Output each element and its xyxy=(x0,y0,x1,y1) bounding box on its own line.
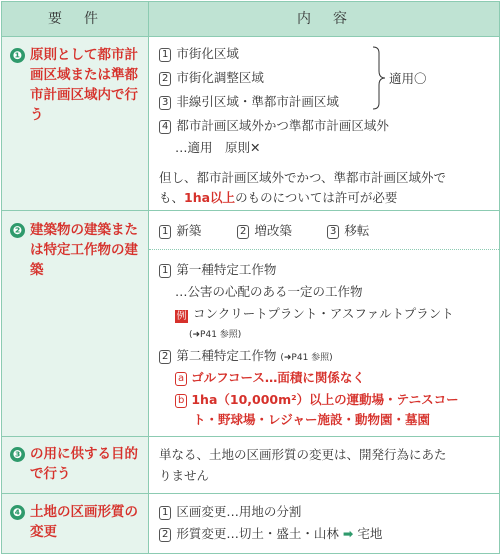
req-text-1: 原則として都市計画区域または準都市計画区域内で行う xyxy=(30,47,138,123)
brace-label: 適用〇 xyxy=(389,71,427,86)
note-line-1: 但し、都市計画区域外でかつ、準都市計画区域外で xyxy=(159,170,447,185)
zone-item-2: 2 市街化調整区域 xyxy=(159,69,264,87)
row-number-3: ❸ xyxy=(10,447,25,462)
zone-item-4: 4 都市計画区域外かつ準都市計画区域外 xyxy=(159,117,389,135)
row3-line-2: りません xyxy=(159,468,210,483)
type1-desc: …公害の心配のある一定の工作物 xyxy=(175,284,363,299)
row-number-2: ❷ xyxy=(10,223,25,238)
header-content: 内 容 xyxy=(297,11,351,27)
change-item-1: 1 区画変更…用地の分割 xyxy=(159,503,301,521)
row-number-1: ❶ xyxy=(10,48,25,63)
zone-item-3: 3 非線引区域・準都市計画区域 xyxy=(159,93,339,111)
act-item-3: 3 移転 xyxy=(327,222,369,240)
content-row-2a xyxy=(149,211,499,250)
req-cell-1 xyxy=(2,37,148,211)
content-row-3 xyxy=(149,437,499,494)
zone-item-4-note: …適用 原則✕ xyxy=(175,140,261,155)
req-cell-3 xyxy=(2,437,148,494)
req-text-2: 建築物の建築または特定工作物の建築 xyxy=(30,222,138,278)
row3-line-1: 単なる、土地の区画形質の変更は、開発行為にあた xyxy=(159,447,447,462)
type2-b: b 1ha（10,000m²）以上の運動場・テニスコー xyxy=(175,391,459,409)
example-icon: 例 xyxy=(176,311,187,322)
type1-example: 例 コンクリートプラント・アスファルトプラント xyxy=(176,306,454,322)
type2-b-cont: ト・野球場・レジャー施設・動物園・墓園 xyxy=(193,412,430,427)
requirements-table xyxy=(1,1,500,554)
type2-a: a ゴルフコース…面積に関係なく xyxy=(175,369,365,387)
req-text-4: 土地の区画形質の変更 xyxy=(30,504,138,540)
type1-title: 1 第一種特定工作物 xyxy=(159,261,276,279)
header-requirement: 要 件 xyxy=(48,11,102,27)
brace-icon xyxy=(371,45,387,111)
note-line-2: も、1ha以上のものについては許可が必要 xyxy=(159,190,398,205)
type1-ref: (➜P41 参照) xyxy=(189,330,242,340)
type2-title: 2 第二種特定工作物 (➜P41 参照) xyxy=(159,347,333,367)
req-cell-4 xyxy=(2,494,148,553)
req-text-3: の用に供する目的で行う xyxy=(30,446,138,482)
req-cell-2 xyxy=(2,211,148,437)
act-item-1: 1 新築 xyxy=(159,222,201,240)
zone-item-1: 1 市街化区域 xyxy=(159,45,239,63)
row-number-4: ❹ xyxy=(10,505,25,520)
act-item-2: 2 増改築 xyxy=(237,222,292,240)
content-row-1 xyxy=(149,37,499,211)
table-header xyxy=(2,2,499,37)
content-row-2b xyxy=(149,250,499,437)
content-row-4 xyxy=(149,494,499,553)
note-highlight: 1ha以上 xyxy=(184,190,236,205)
change-item-2: 2 形質変更…切土・盛土・山林 ➡ 宅地 xyxy=(159,525,382,543)
arrow-right-icon: ➡ xyxy=(342,526,354,541)
